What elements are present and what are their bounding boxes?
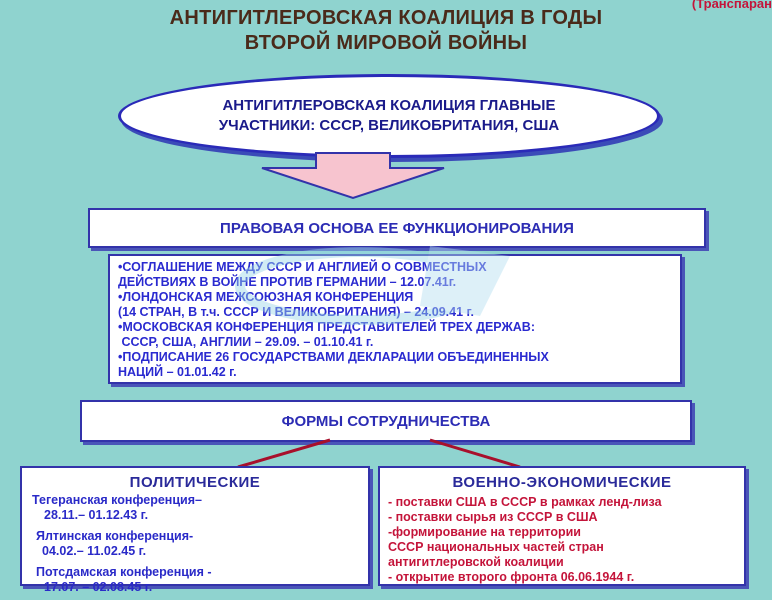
military-economic-heading: ВОЕННО-ЭКОНОМИЧЕСКИЕ xyxy=(452,474,672,491)
military-economic-line: СССР национальных частей стран xyxy=(388,540,604,554)
legal-basis-heading: ПРАВОВАЯ ОСНОВА ЕЕ ФУНКЦИОНИРОВАНИЯ xyxy=(220,219,574,237)
military-economic-list xyxy=(380,495,744,585)
military-economic-box xyxy=(378,466,746,586)
political-box xyxy=(20,466,370,594)
military-economic-line: - открытие второго фронта 06.06.1944 г. xyxy=(388,570,635,584)
military-economic-line: - поставки сырья из СССР в США xyxy=(388,510,598,524)
legal-basis-line: •МОСКОВСКАЯ КОНФЕРЕНЦИЯ ПРЕДСТАВИТЕЛЕЙ ТРЕХ ДЕРЖАВ: xyxy=(118,320,535,334)
military-economic-line: антигитлеровской коалиции xyxy=(388,555,564,569)
political-item-name: Потсдамская конференция - xyxy=(36,565,212,579)
legal-basis-line: НАЦИЙ – 01.01.42 г. xyxy=(118,365,237,379)
political-item xyxy=(22,529,368,559)
military-economic-line: - поставки США в СССР в рамках ленд-лиза xyxy=(388,495,662,509)
political-item-dates: 04.02.– 11.02.45 г. xyxy=(42,544,147,558)
legal-basis-line: (14 СТРАН, В т.ч. СССР И ВЕЛИКОБРИТАНИЯ) – 24.09.41 г. xyxy=(118,305,474,319)
legal-basis-line: •СОГЛАШЕНИЕ МЕЖДУ СССР И АНГЛИЕЙ О СОВМЕСТНЫХ xyxy=(118,260,487,274)
legal-basis-line: ДЕЙСТВИЯХ В ВОЙНЕ ПРОТИВ ГЕРМАНИИ – 12.07.41г. xyxy=(118,275,457,289)
legal-basis-line: СССР, США, АНГЛИИ – 29.09. – 01.10.41 г. xyxy=(118,335,374,349)
title-line-1: АНТИГИТЛЕРОВСКАЯ КОАЛИЦИЯ В ГОДЫ xyxy=(169,7,603,29)
political-item xyxy=(22,493,368,523)
political-item-dates: 28.11.– 01.12.43 г. xyxy=(44,508,149,522)
title-line-2: ВТОРОЙ МИРОВОЙ ВОЙНЫ xyxy=(244,32,528,54)
corner-label: (Транспаран xyxy=(691,0,772,11)
military-economic-line: -формирование на территории xyxy=(388,525,581,539)
legal-basis-line: •ЛОНДОНСКАЯ МЕЖСОЮЗНАЯ КОНФЕРЕНЦИЯ xyxy=(118,290,414,304)
legal-basis-line: •ПОДПИСАНИЕ 26 ГОСУДАРСТВАМИ ДЕКЛАРАЦИИ ОБЪЕДИНЕННЫХ xyxy=(118,350,549,364)
political-item-name: Тегеранская конференция– xyxy=(32,493,202,507)
political-item-name: Ялтинская конференция- xyxy=(36,529,194,543)
political-item xyxy=(22,565,368,595)
forms-heading: ФОРМЫ СОТРУДНИЧЕСТВА xyxy=(281,412,491,430)
coalition-line-2: УЧАСТНИКИ: СССР, ВЕЛИКОБРИТАНИЯ, США xyxy=(218,117,560,134)
coalition-line-1: АНТИГИТЛЕРОВСКАЯ КОАЛИЦИЯ ГЛАВНЫЕ xyxy=(222,97,556,114)
political-heading: ПОЛИТИЧЕСКИЕ xyxy=(129,474,261,491)
political-item-dates: 17.07. – 02.08.45 г. xyxy=(44,580,153,594)
